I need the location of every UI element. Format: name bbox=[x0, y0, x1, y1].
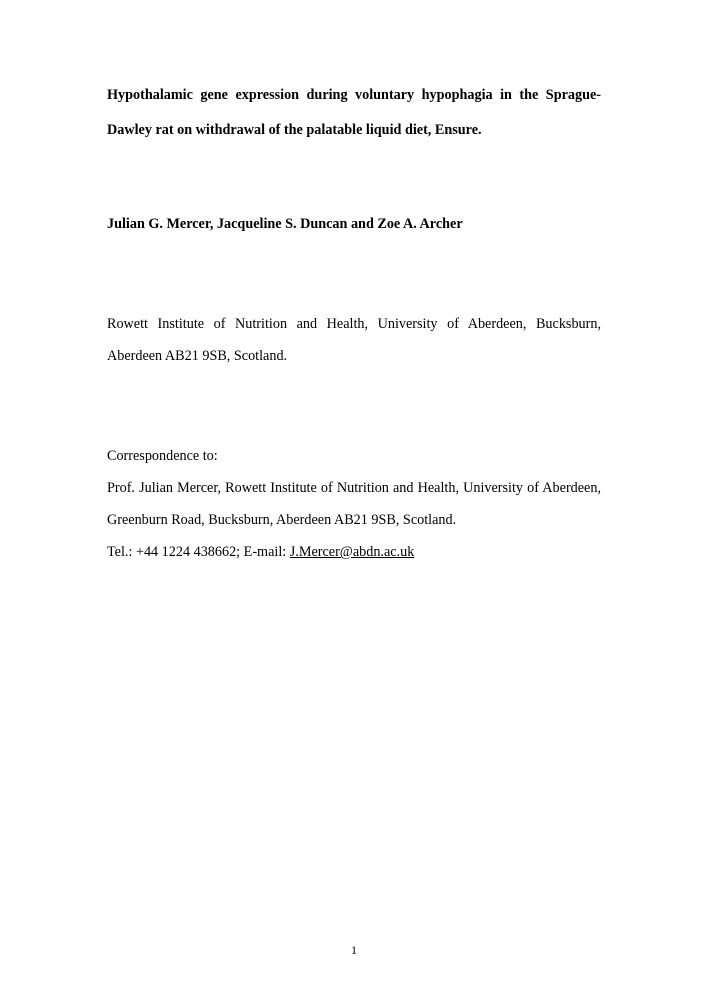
title-line-1: Hypothalamic gene expression during voluntary hypophagia in the Sprague- bbox=[107, 87, 601, 103]
affiliation-line-2: Aberdeen AB21 9SB, Scotland. bbox=[107, 348, 288, 364]
author-list: Julian G. Mercer, Jacqueline S. Duncan and Zoe A. Archer bbox=[107, 216, 463, 232]
email-link[interactable]: J.Mercer@abdn.ac.uk bbox=[289, 544, 415, 560]
correspondence-heading: Correspondence to: bbox=[107, 448, 218, 464]
title-line-2: Dawley rat on withdrawal of the palatable liquid diet, Ensure. bbox=[107, 122, 482, 138]
contact-line bbox=[107, 543, 601, 561]
contact-prefix: Tel.: +44 1224 438662; E-mail: bbox=[107, 544, 290, 560]
page-number: 1 bbox=[351, 943, 357, 957]
affiliation-line-1: Rowett Institute of Nutrition and Health, University of Aberdeen, Bucksburn, bbox=[107, 316, 601, 332]
correspondence-line-2: Greenburn Road, Bucksburn, Aberdeen AB21 9SB, Scotland. bbox=[107, 512, 457, 528]
correspondence-line-1: Prof. Julian Mercer, Rowett Institute of Nutrition and Health, University of Aberdeen, bbox=[107, 480, 601, 496]
